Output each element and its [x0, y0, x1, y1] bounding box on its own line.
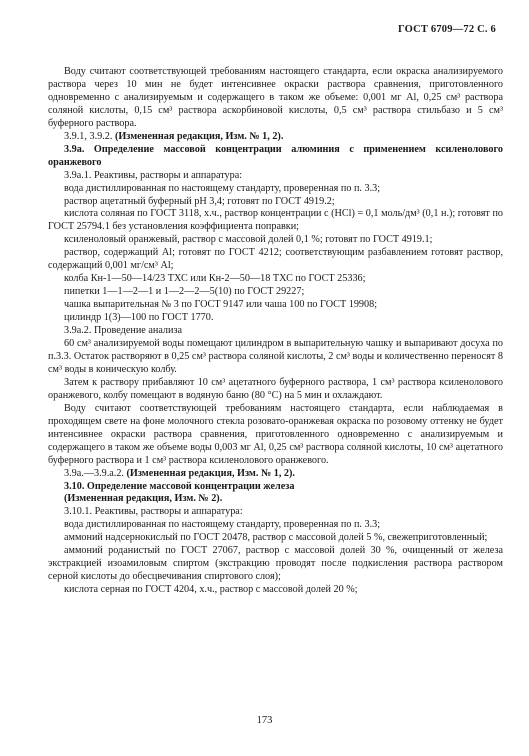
list-item: кислота серная по ГОСТ 4204, х.ч., раствор с массовой долей 20 %;	[64, 584, 358, 596]
paragraph: 3.10.1. Реактивы, растворы и аппаратура:	[64, 506, 243, 518]
list-item: вода дистиллированная по настоящему стандарту, проверенная по п. 3.3;	[64, 519, 381, 531]
list-item: раствор ацетатный буферный pH 3,4; готовят по ГОСТ 4919.2;	[64, 195, 335, 207]
list-item: аммоний роданистый по ГОСТ 27067, раствор с массовой долей 30 %, очищенный от железа экстракцией изоамиловым спиртом (экстракцию проводят после подкисления раствора раствором серной кислоты до обесцвечивания спиртового слоя);	[48, 545, 503, 583]
list-item: ксиленоловый оранжевый, раствор с массовой долей 0,1 %; готовят по ГОСТ 4919.1;	[64, 234, 433, 246]
paragraph: Воду считают соответствующей требованиям настоящего стандарта, если наблюдаемая в проходящем свете на фоне молочного стекла розовато-оранжевая окраска по розовому оттенку не будет интенсивнее окраски раствора сравнения, приготовленного одновременно с анализируемым и содержащего в таком же объеме воды 0,003 мг Al, 0,25 см³ раствора соляной кислоты, 10 см³ ацетатного буферного раствора и 1 см³ раствора ксиленолового оранжевого.	[48, 402, 503, 466]
list-item: чашка выпарительная № 3 по ГОСТ 9147 или чаша 100 по ГОСТ 19908;	[64, 299, 378, 311]
paragraph: Затем к раствору прибавляют 10 см³ ацетатного буферного раствора, 1 см³ раствора ксиленолового оранжевого, колбу помещают в водяную баню (80 °С) на 5 мин и охлаждают.	[48, 376, 503, 401]
paragraph: 3.9а.2. Проведение анализа	[64, 325, 183, 337]
list-item: аммоний надсернокислый по ГОСТ 20478, раствор с массовой долей 5 %, свежеприготовленный;	[64, 532, 488, 544]
list-item: цилиндр 1(3)—100 по ГОСТ 1770.	[64, 312, 214, 324]
clause-number: 3.9а.—3.9.а.2.	[64, 467, 124, 479]
amendment-note: (Измененная редакция, Изм. № 1, 2).	[114, 130, 284, 142]
amendment-note: (Измененная редакция, Изм. № 2).	[64, 493, 223, 505]
paragraph: 60 см³ анализируемой воды помещают цилиндром в выпарительную чашку и выпаривают досуха по п.3.3. Остаток растворяют в 0,25 см³ раствора соляной кислоты, 2 см³ воды и количественно переносят 8 см³ воды в коническую колбу.	[48, 338, 503, 375]
paragraph: 3.9а.1. Реактивы, растворы и аппаратура:	[64, 169, 243, 181]
paragraph-amendment	[48, 131, 503, 144]
section-heading: 3.9а. Определение массовой концентрации алюминия с применением ксиленолового оранжевого	[48, 143, 503, 168]
clause-number: 3.9.1, 3.9.2.	[64, 130, 113, 142]
list-item: вода дистиллированная по настоящему стандарту, проверенная по п. 3.3;	[64, 182, 381, 194]
list-item: раствор, содержащий Al; готовят по ГОСТ 4212; соответствующим разбавлением готовят раствор, содержащий 0,001 мг/см³ Al;	[48, 247, 503, 272]
page-body	[48, 66, 503, 597]
page-number: 173	[256, 715, 273, 726]
paragraph: Воду считают соответствующей требованиям настоящего стандарта, если окраска анализируемого раствора через 10 мин не будет интенсивнее окраски раствора сравнения, приготовленного одновременно с анализируемым и содержащего в таком же объеме: 0,001 мг Al, 0,25 см³ раствора соляной кислоты, 0,15 см³ раствора аскорбиновой кислоты, 0,5 см³ раствора стильбазо и 5 см³ буферного раствора.	[48, 66, 503, 129]
amendment-note: (Измененная редакция, Изм. № 1, 2).	[126, 467, 295, 479]
list-item: колба Кн-1—50—14/23 ТХС или Кн-2—50—18 ТХС по ГОСТ 25336;	[64, 273, 366, 285]
list-item: кислота соляная по ГОСТ 3118, х.ч., раствор концентрации c (HCl) = 0,1 моль/дм³ (0,1 н.); готовят по ГОСТ 25794.1 без установления коэффициента поправки;	[48, 208, 503, 233]
list-item: пипетки 1—1—2—1 и 1—2—2—5(10) по ГОСТ 29227;	[64, 286, 305, 298]
paragraph-amendment	[48, 468, 503, 481]
page-header: ГОСТ 6709—72 С. 6	[397, 24, 496, 35]
section-heading: 3.10. Определение массовой концентрации железа	[64, 480, 295, 492]
